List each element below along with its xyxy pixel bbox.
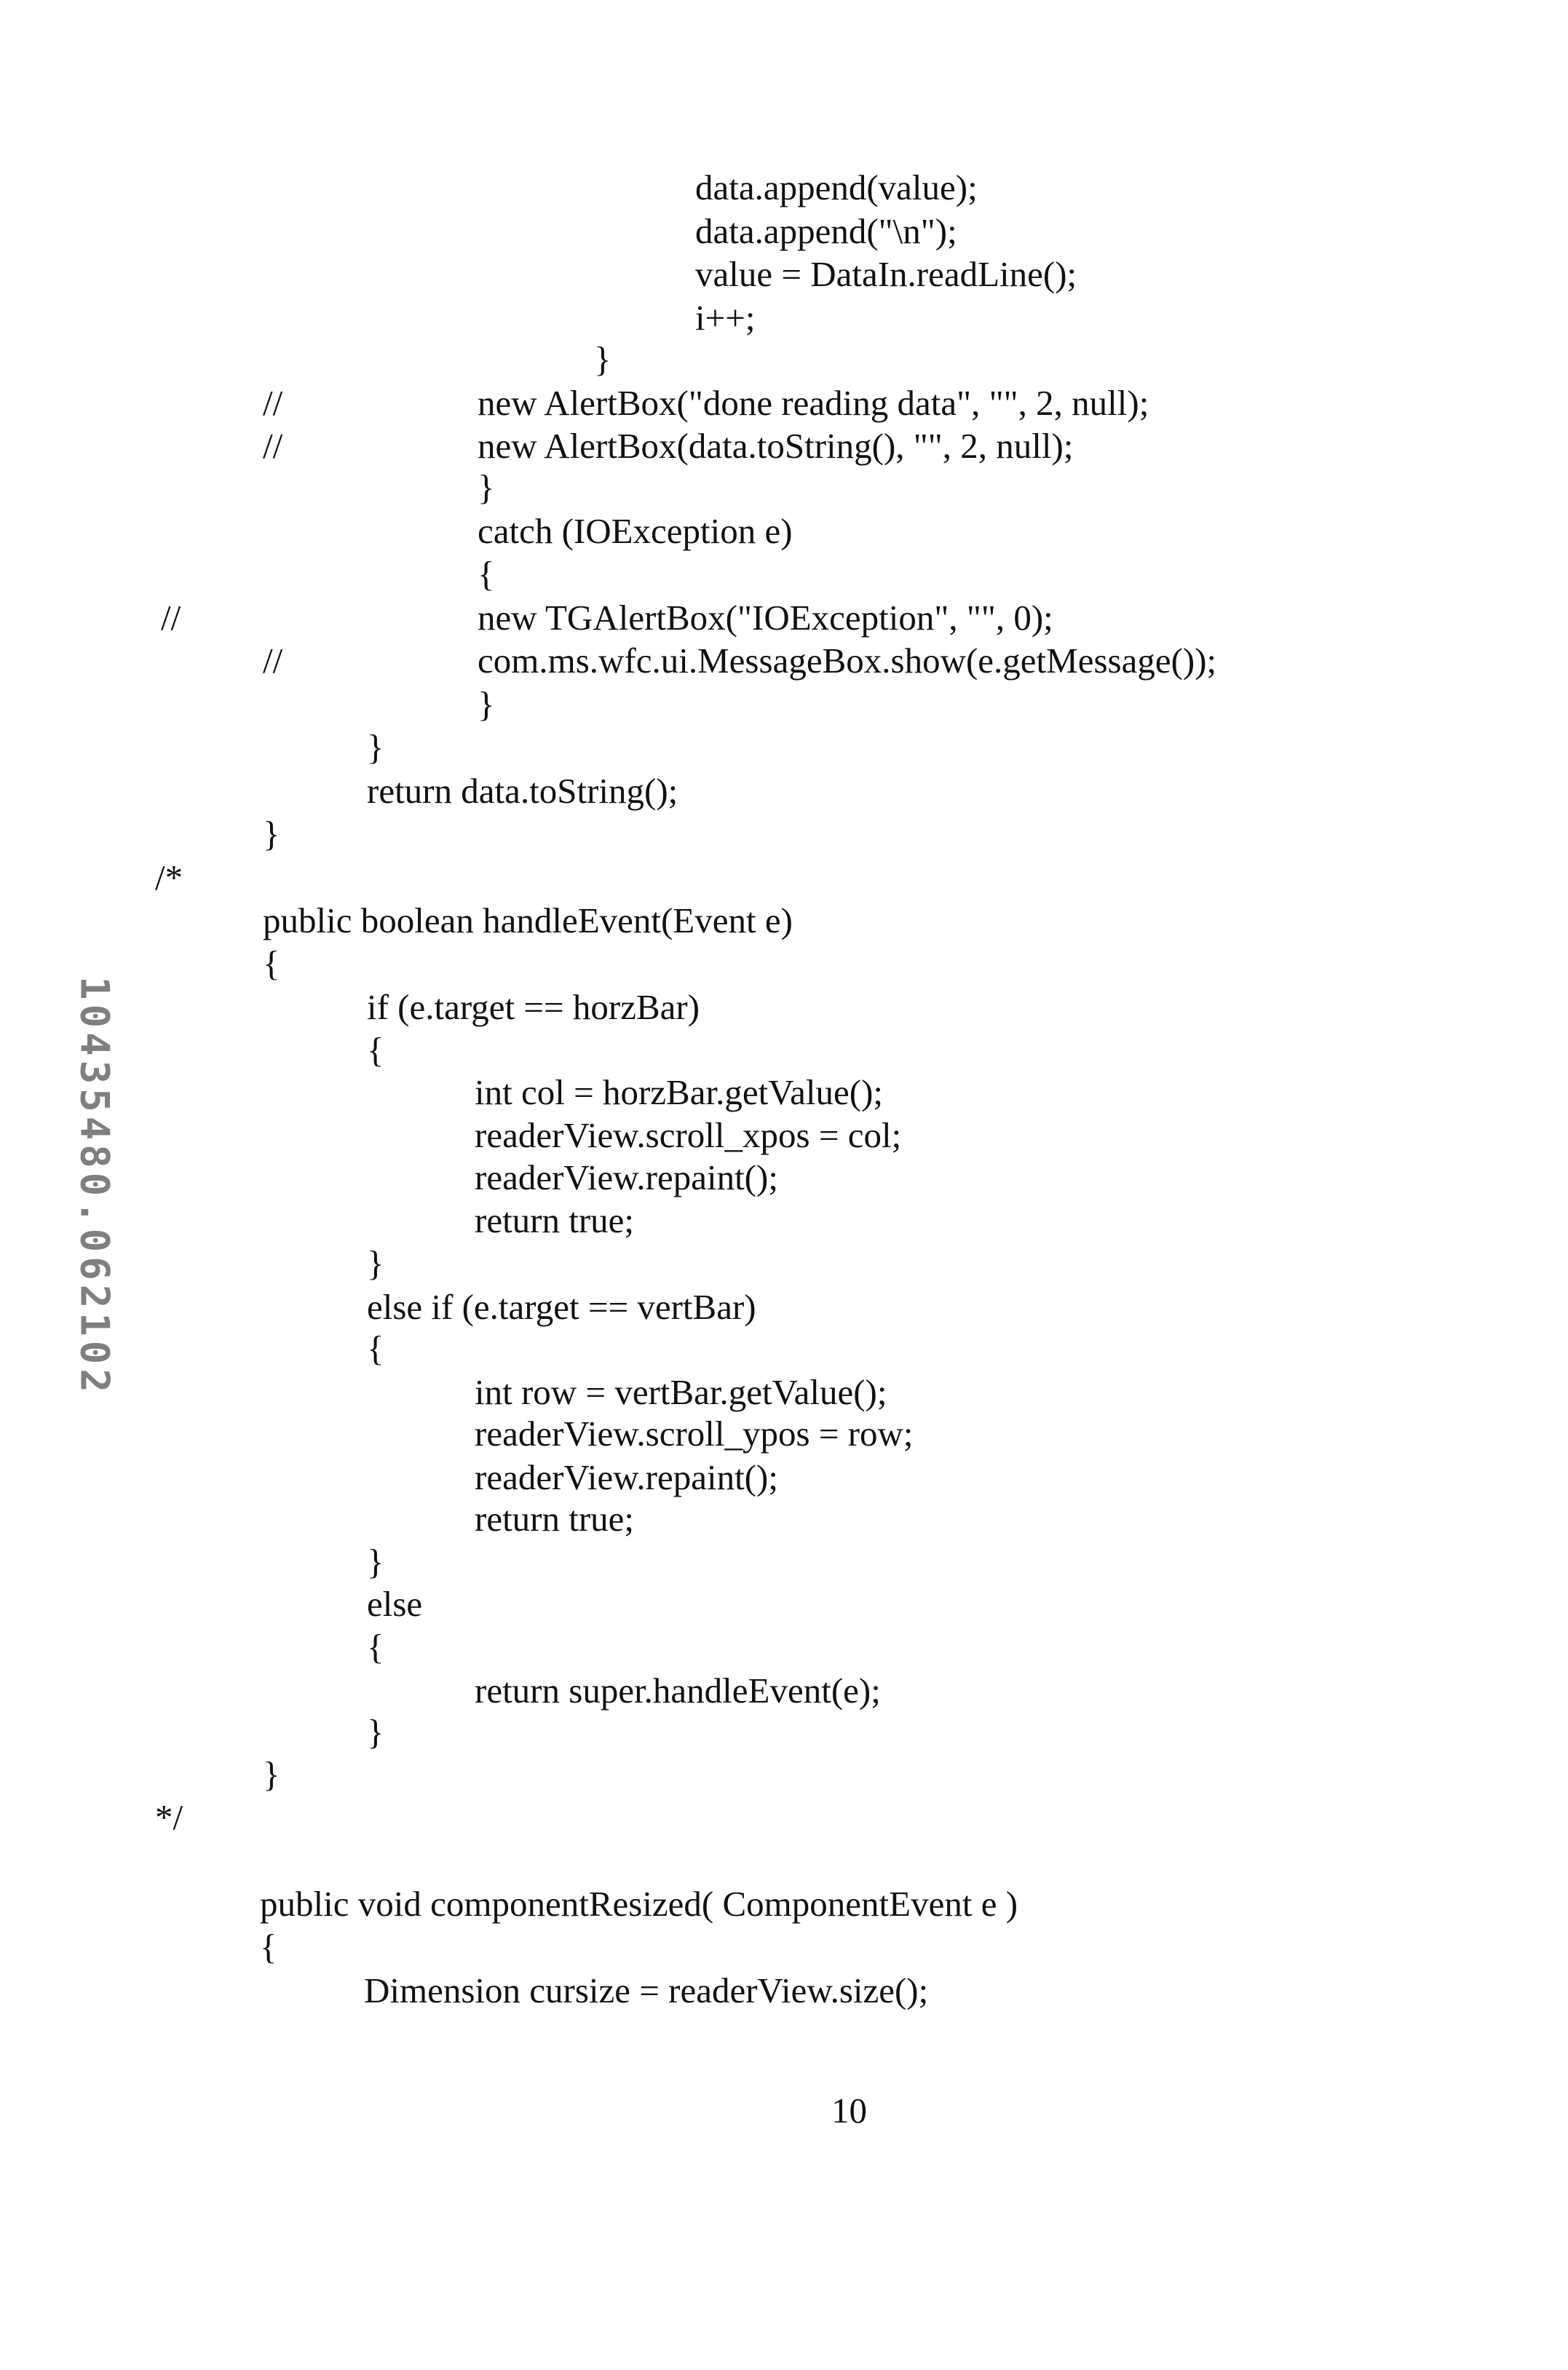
code-line: catch (IOException e): [478, 510, 793, 553]
code-line: else if (e.target == vertBar): [367, 1285, 756, 1329]
code-line: }: [367, 726, 384, 769]
code-line: }: [367, 1540, 384, 1584]
page-number: 10: [831, 2089, 867, 2133]
code-line: {: [367, 1029, 384, 1072]
code-line: Dimension cursize = readerView.size();: [364, 1969, 928, 2013]
code-line: }: [367, 1711, 384, 1754]
code-line: readerView.scroll_ypos = row;: [475, 1412, 914, 1456]
code-line: /*: [155, 856, 183, 900]
code-line: readerView.repaint();: [475, 1156, 778, 1200]
code-line: int col = horzBar.getValue();: [475, 1071, 883, 1114]
code-line: return super.handleEvent(e);: [475, 1669, 881, 1713]
code-line: i++;: [695, 296, 756, 340]
code-line: readerView.repaint();: [475, 1456, 778, 1499]
code-line: new AlertBox(data.toString(), "", 2, null);: [478, 424, 1073, 468]
code-line: {: [367, 1625, 384, 1669]
code-line: new AlertBox("done reading data", "", 2, null);: [478, 381, 1149, 425]
code-line: }: [594, 338, 611, 381]
code-line: int row = vertBar.getValue();: [475, 1371, 887, 1414]
document-page: [0, 0, 1568, 2370]
code-line: data.append(value);: [695, 166, 978, 210]
code-line: data.append("\n");: [695, 210, 957, 253]
code-line: }: [478, 466, 495, 510]
comment-marker: //: [263, 639, 282, 683]
side-stamp: [73, 895, 116, 1478]
code-line: {: [263, 942, 280, 986]
comment-marker: //: [263, 424, 282, 468]
code-line: return true;: [475, 1497, 634, 1541]
code-line: readerView.scroll_xpos = col;: [475, 1114, 901, 1157]
code-line: }: [478, 683, 495, 726]
code-line: com.ms.wfc.ui.MessageBox.show(e.getMessage());: [478, 639, 1216, 683]
code-line: value = DataIn.readLine();: [695, 253, 1077, 296]
code-line: {: [367, 1327, 384, 1371]
comment-marker: //: [161, 596, 181, 640]
code-line: new TGAlertBox("IOException", "", 0);: [478, 596, 1053, 640]
code-line: }: [367, 1242, 384, 1285]
code-line: else: [367, 1582, 422, 1626]
code-line: {: [260, 1925, 277, 1969]
code-line: {: [478, 552, 495, 596]
code-line: return true;: [475, 1199, 634, 1243]
code-line: public void componentResized( ComponentEvent e ): [260, 1882, 1018, 1926]
side-stamp-text: 10435480.062102: [72, 976, 118, 1397]
code-line: return data.toString();: [367, 769, 678, 813]
code-line: public boolean handleEvent(Event e): [263, 899, 793, 943]
comment-marker: //: [263, 381, 282, 425]
code-line: */: [155, 1796, 183, 1839]
code-line: }: [263, 812, 280, 856]
code-line: }: [263, 1753, 280, 1796]
code-line: if (e.target == horzBar): [367, 986, 700, 1029]
